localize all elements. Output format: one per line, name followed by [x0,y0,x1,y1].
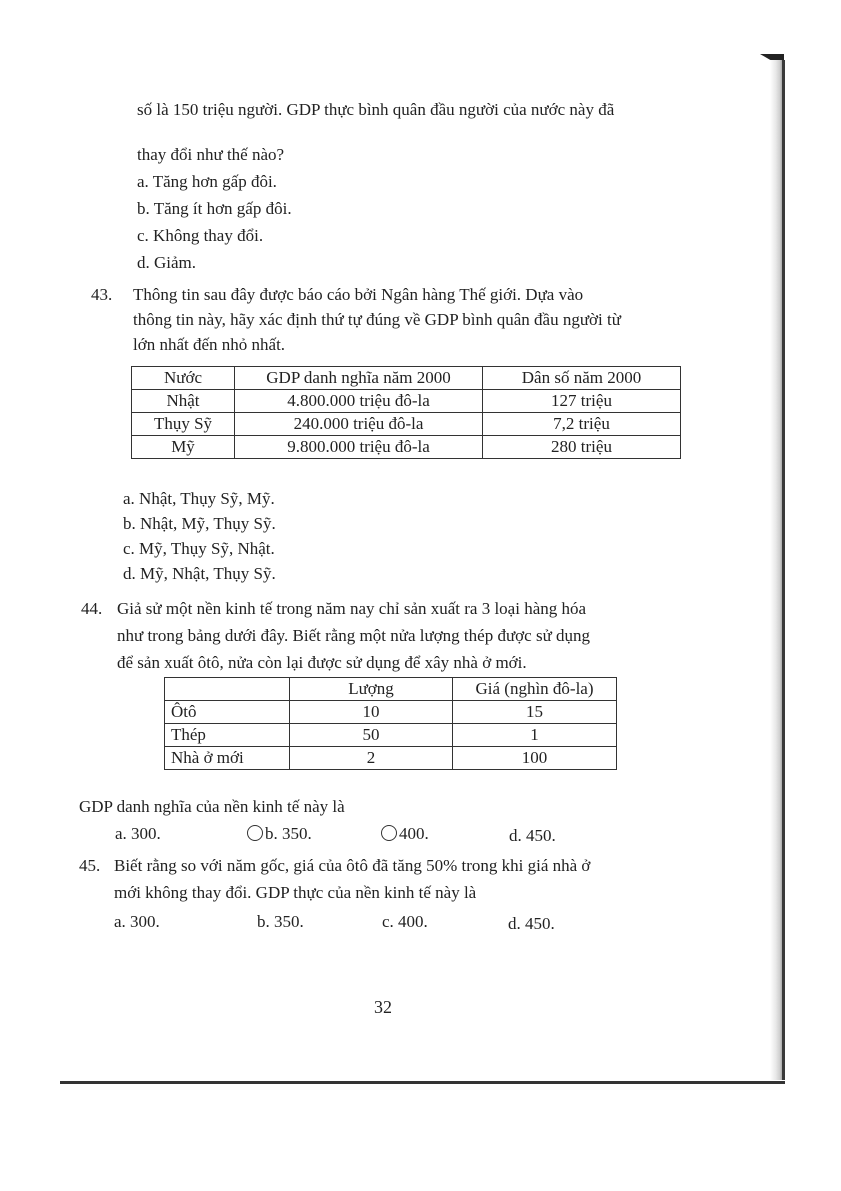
q44-question: GDP danh nghĩa của nền kinh tế này là [79,797,345,816]
table-row [132,436,681,459]
q44-option-b[interactable] [247,824,312,844]
q43-option-b[interactable]: b. Nhật, Mỹ, Thụy Sỹ. [123,514,276,533]
q43-line2: thông tin này, hãy xác định thứ tự đúng về GDP bình quân đầu người từ [133,310,621,329]
q43-option-a[interactable]: a. Nhật, Thụy Sỹ, Mỹ. [123,489,275,508]
table-header-row [132,367,681,390]
q42-line2: thay đổi như thế nào? [137,145,285,164]
table-cell: 9.800.000 triệu đô-la [235,436,483,459]
table-row [132,413,681,436]
table-header-cell: Dân số năm 2000 [483,367,681,390]
table-cell: 2 [290,747,453,770]
q45-line1: Biết rằng so với năm gốc, giá của ôtô đã tăng 50% trong khi giá nhà ở [114,856,591,875]
q42-option-b[interactable]: b. Tăng ít hơn gấp đôi. [137,199,292,218]
q45-option-c[interactable]: c. 400. [382,912,428,931]
table-cell: 7,2 triệu [483,413,681,436]
table-cell: Ôtô [165,701,290,724]
table-row [165,701,617,724]
table-cell: 15 [453,701,617,724]
handwritten-circle-icon [381,825,397,841]
q45-line2: mới không thay đổi. GDP thực của nền kinh tế này là [114,883,477,902]
table-cell: 1 [453,724,617,747]
q43-option-d[interactable]: d. Mỹ, Nhật, Thụy Sỹ. [123,564,276,583]
table-cell: 240.000 triệu đô-la [235,413,483,436]
table-cell: 127 triệu [483,390,681,413]
table-header-cell: Nước [132,367,235,390]
q44-line1: Giả sử một nền kinh tế trong năm nay chỉ sản xuất ra 3 loại hàng hóa [117,599,587,618]
table-cell: 100 [453,747,617,770]
q44-line3: để sản xuất ôtô, nửa còn lại được sử dụng để xây nhà ở mới. [117,653,527,672]
table-cell: 50 [290,724,453,747]
q45-number: 45. [79,856,101,875]
q44-number: 44. [81,599,103,618]
q44-option-b-label: b. 350. [265,824,312,843]
q42-option-a[interactable]: a. Tăng hơn gấp đôi. [137,172,277,191]
table-cell: Nhật [132,390,235,413]
q43-line3: lớn nhất đến nhỏ nhất. [133,335,286,354]
q42-line1: số là 150 triệu người. GDP thực bình quân đầu người của nước này đã [137,100,615,119]
q43-number: 43. [91,285,113,304]
q43-option-c[interactable]: c. Mỹ, Thụy Sỹ, Nhật. [123,539,275,558]
table-row [132,390,681,413]
table-cell: 10 [290,701,453,724]
q45-option-d[interactable]: d. 450. [508,914,555,933]
q44-goods-table [164,677,617,770]
q42-option-d[interactable]: d. Giảm. [137,253,197,272]
table-header-cell: Giá (nghìn đô-la) [453,678,617,701]
q44-option-a[interactable]: a. 300. [115,824,161,843]
table-header-cell [165,678,290,701]
table-cell: Mỹ [132,436,235,459]
q45-option-b[interactable]: b. 350. [257,912,304,931]
q43-line1: Thông tin sau đây được báo cáo bởi Ngân hàng Thế giới. Dựa vào [133,285,584,304]
q44-option-c-label: 400. [399,824,429,843]
q44-option-c[interactable] [381,824,429,844]
table-row [165,724,617,747]
table-header-cell: Lượng [290,678,453,701]
table-cell: 280 triệu [483,436,681,459]
table-cell: 4.800.000 triệu đô-la [235,390,483,413]
q42-option-c[interactable]: c. Không thay đổi. [137,226,264,245]
q45-option-a[interactable]: a. 300. [114,912,160,931]
table-header-row [165,678,617,701]
page-number: 32 [374,997,392,1017]
q44-option-d[interactable]: d. 450. [509,826,556,845]
book-spine-edge [782,60,785,1080]
q44-line2: như trong bảng dưới đây. Biết rằng một nửa lượng thép được sử dụng [117,626,591,645]
table-cell: Thép [165,724,290,747]
table-row [165,747,617,770]
handwritten-circle-icon [247,825,263,841]
table-header-cell: GDP danh nghĩa năm 2000 [235,367,483,390]
page-bottom-edge [60,1081,785,1084]
table-cell: Nhà ở mới [165,747,290,770]
table-cell: Thụy Sỹ [132,413,235,436]
q43-gdp-table [131,366,681,459]
